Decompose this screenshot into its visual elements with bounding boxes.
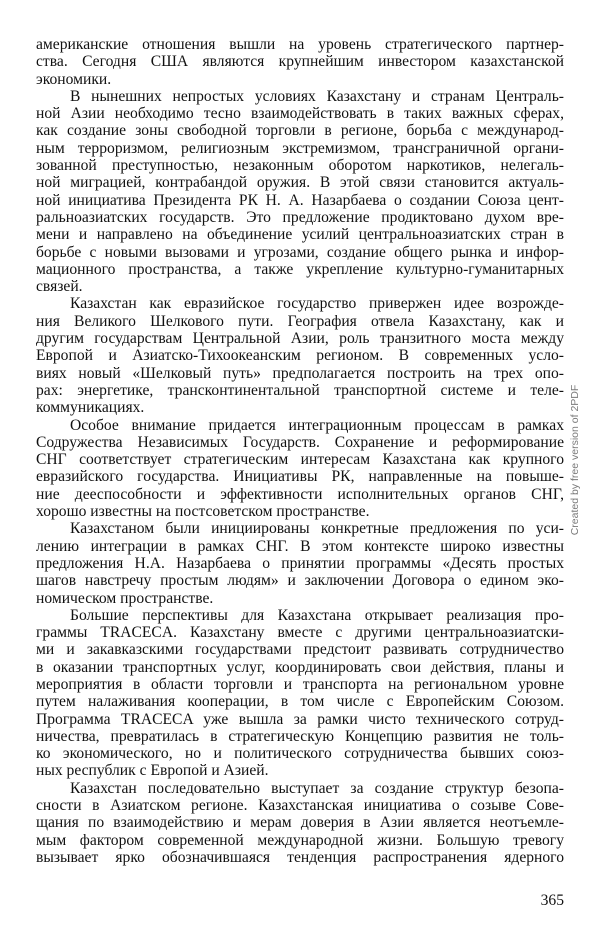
text-line: ральноазиатских государств. Это предложение продиктовано духом вре-	[36, 208, 564, 226]
text-line: ко экономического, но и политического сотрудничества бывших союз-	[36, 745, 564, 763]
text-line: СНГ соответствует стратегическим интересам Казахстана как крупного	[36, 451, 564, 469]
text-line: в оказании транспортных услуг, координировать свои действия, планы и	[36, 658, 564, 676]
text-line: путем налаживания кооперации, в том числе с Европейским Союзом.	[36, 693, 564, 711]
text-line: мационного пространства, а также укрепление культурно-гуманитарных	[36, 260, 564, 278]
text-line: лению интеграции в рамках СНГ. В этом контексте широко известны	[36, 537, 564, 555]
text-line: ной миграцией, контрабандой оружия. В этой связи становится актуаль-	[36, 174, 564, 192]
text-line: связей.	[36, 278, 83, 296]
text-line: ние дееспособности и эффективности исполнительных органов СНГ,	[36, 485, 564, 503]
text-line: сности в Азиатском регионе. Казахстанская инициатива о созыве Сове-	[36, 797, 564, 815]
text-line: ной Азии необходимо тесно взаимодействовать в таких важных сферах,	[36, 105, 564, 123]
paragraph	[36, 88, 564, 296]
paragraph	[36, 36, 564, 88]
text-line: мым фактором современной международной жизни. Большую тревогу	[36, 831, 564, 849]
page-number: 365	[540, 892, 564, 909]
text-line: борьбе с новыми вызовами и угрозами, создание общего рынка и инфор-	[36, 243, 564, 261]
text-line: ной инициатива Президента РК Н. А. Назарбаева о создании Союза цент-	[36, 191, 564, 209]
text-line: зованной преступностью, незаконным оборотом наркотиков, нелегаль-	[36, 157, 564, 175]
text-line: ным терроризмом, религиозным экстремизмом, трансграничной органи-	[36, 139, 564, 157]
text-line: Европой и Азиатско-Тихоокеанским регионом. В современных усло-	[36, 347, 564, 365]
text-line: Особое внимание придается интеграционным процессам в рамках	[70, 416, 564, 434]
text-line: ми и закавказскими государствами предстоит развивать сотрудничество	[36, 641, 564, 659]
text-line: граммы TRACECA. Казахстану вместе с другими центральноазиатски-	[36, 624, 564, 642]
text-line: В нынешних непростых условиях Казахстану и странам Централь-	[70, 87, 564, 105]
paragraph	[36, 417, 564, 521]
text-line: шагов навстречу простым людям» и заключении Договора о едином эко-	[36, 572, 564, 590]
text-line: щания по взаимодействию и мерам доверия в Азии является неотъемле-	[36, 814, 564, 832]
text-line: евразийского государства. Инициативы РК, направленные на повыше-	[36, 468, 564, 486]
text-line: ничества, превратилась в стратегическую Концепцию развития не толь-	[36, 727, 564, 745]
text-line: американские отношения вышли на уровень стратегического партнер-	[36, 36, 564, 53]
text-line: ния Великого Шелкового пути. География отвела Казахстану, как и	[36, 312, 564, 330]
text-line: Казахстан последовательно выступает за создание структур безопа-	[70, 779, 564, 797]
paragraph	[36, 780, 564, 866]
text-line: вызывает ярко обозначившаяся тенденция распространения ядерного	[36, 848, 564, 866]
text-line: коммуникациях.	[36, 399, 145, 417]
text-line: ства. Сегодня США являются крупнейшим инвестором казахстанской	[36, 53, 564, 71]
text-line: Большие перспективы для Казахстана открывает реализация про-	[70, 606, 564, 624]
text-line: Программа TRACECA уже вышла за рамки чисто технического сотруд-	[36, 710, 564, 728]
watermark-text: Created by free version of 2PDF	[569, 384, 581, 536]
page-body	[36, 36, 564, 866]
text-line: Содружества Независимых Государств. Сохранение и реформирование	[36, 433, 564, 451]
text-line: другим государствам Центральной Азии, роль транзитного моста между	[36, 330, 564, 348]
text-line: мероприятия в области торговли и транспорта на региональном уровне	[36, 675, 564, 693]
text-line: номическом пространстве.	[36, 589, 214, 607]
text-line: мени и направлено на объединение усилий центральноазиатских стран в	[36, 226, 564, 244]
paragraph	[36, 295, 564, 416]
text-line: ных республик с Европой и Азией.	[36, 762, 269, 780]
text-line: Казахстаном были инициированы конкретные предложения по уси-	[70, 520, 564, 538]
text-line: как создание зоны свободной торговли в регионе, борьба с международ-	[36, 122, 564, 140]
paragraph	[36, 520, 564, 606]
text-line: хорошо известны на постсоветском пространстве.	[36, 503, 370, 521]
text-line: предложения Н.А. Назарбаева о принятии программы «Десять простых	[36, 554, 564, 572]
text-line: рах: энергетике, трансконтинентальной транспортной системе и теле-	[36, 381, 564, 399]
text-line: виях новый «Шелковый путь» предполагается построить на трех опо-	[36, 364, 564, 382]
paragraph	[36, 607, 564, 780]
text-line: экономики.	[36, 70, 112, 88]
text-line: Казахстан как евразийское государство привержен идее возрожде-	[70, 295, 564, 313]
